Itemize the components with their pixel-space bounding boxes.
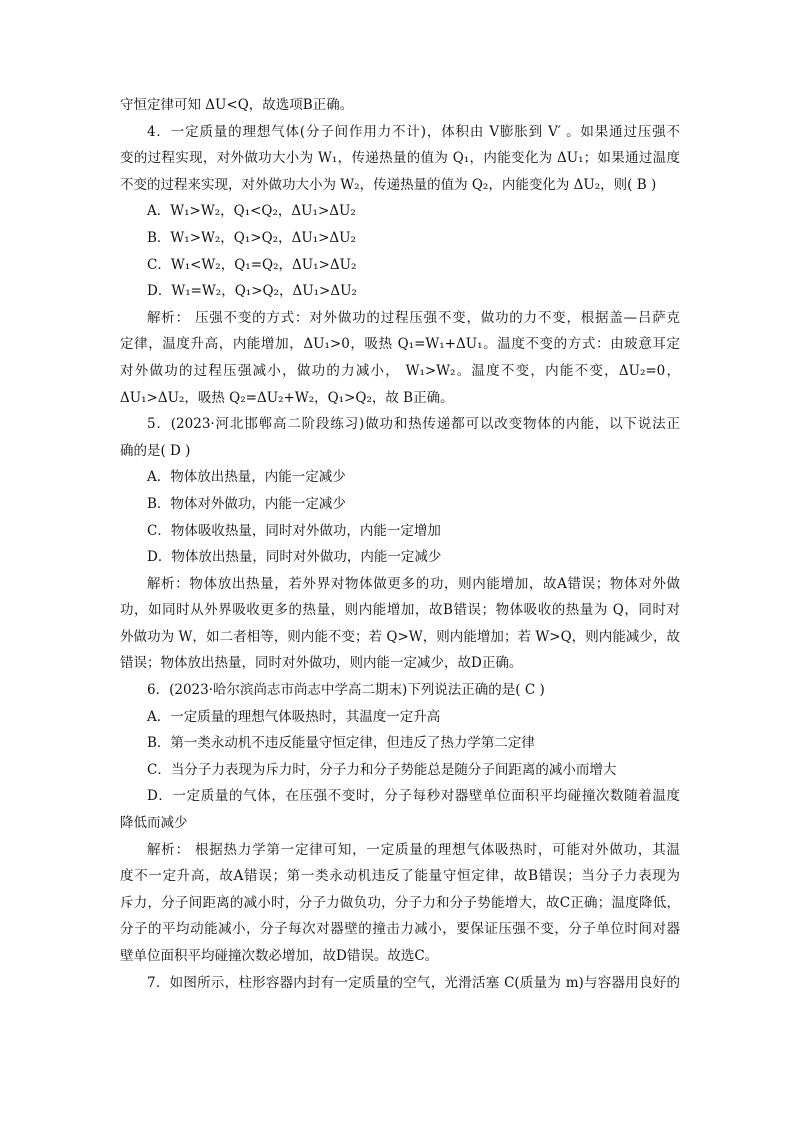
- text-line: 降低而减少: [120, 815, 188, 832]
- text-line: 分子的平均动能减小，分子每次对器壁的撞击力减小，要保证压强不变，分子单位时间对器: [120, 921, 680, 938]
- text-line: 错误；物体放出热量，同时对外做功，则内能一定减少，故D正确。: [120, 655, 523, 672]
- text-line: C．当分子力表现为斥力时，分子力和分子势能总是随分子间距离的减小而增大: [147, 761, 617, 778]
- text-line: 斥力，分子间距离的减小时，分子力做负功，分子力和分子势能增大，故C正确；温度降低，: [120, 894, 680, 911]
- text-line: 度不一定升高，故A错误；第一类永动机违反了能量守恒定律，故B错误；当分子力表现为: [120, 868, 680, 885]
- text-line: ΔU₁>ΔU₂，吸热 Q₂=ΔU₂+W₂，Q₁>Q₂，故 B正确。: [120, 389, 454, 406]
- text-line: 外做功为 W，如二者相等，则内能不变；若 Q>W，则内能增加；若 W>Q，则内能减少，故: [120, 628, 680, 645]
- text-line: 定律，温度升高，内能增加，ΔU₁>0，吸热 Q₁=W₁+ΔU₁。温度不变的方式：由玻意耳定: [120, 336, 680, 353]
- text-line: B．W₁>W₂，Q₁>Q₂，ΔU₁>ΔU₂: [147, 229, 356, 246]
- text-line: 变的过程实现，对外做功大小为 W₁，传递热量的值为 Q₁，内能变化为 ΔU₁；如果通过温度: [120, 150, 680, 167]
- text-line: A．物体放出热量，内能一定减少: [147, 469, 346, 486]
- text-line: C．物体吸收热量，同时对外做功，内能一定增加: [147, 522, 441, 539]
- text-line: 5．(2023·河北邯郸高二阶段练习)做功和热传递都可以改变物体的内能，以下说法正: [147, 416, 680, 433]
- text-line: A．W₁>W₂，Q₁<Q₂，ΔU₁>ΔU₂: [147, 203, 356, 220]
- text-line: C．W₁<W₂，Q₁=Q₂，ΔU₁>ΔU₂: [147, 256, 357, 273]
- text-line: 6．(2023·哈尔滨尚志市尚志中学高二期末)下列说法正确的是( C ): [147, 682, 545, 699]
- text-line: 确的是( D ): [120, 442, 191, 459]
- text-line: 壁单位面积平均碰撞次数必增加，故D错误。故选C。: [120, 948, 439, 964]
- document-body: [120, 92, 680, 996]
- text-line: 解析： 根据热力学第一定律可知，一定质量的理想气体吸热时，可能对外做功，其温: [147, 841, 680, 858]
- text-line: D．一定质量的气体，在压强不变时，分子每秒对器壁单位面积平均碰撞次数随着温度: [147, 788, 680, 805]
- text-line: B．第一类永动机不违反能量守恒定律，但违反了热力学第二定律: [147, 735, 535, 752]
- text-line: A．一定质量的理想气体吸热时，其温度一定升高: [147, 708, 441, 725]
- text-line: D．W₁=W₂，Q₁>Q₂，ΔU₁>ΔU₂: [147, 283, 357, 300]
- text-line: 不变的过程来实现，对外做功大小为 W₂，传递热量的值为 Q₂，内能变化为 ΔU₂，则( B ): [120, 176, 657, 193]
- text-line: 解析：物体放出热量，若外界对物体做更多的功，则内能增加，故A错误；物体对外做: [147, 575, 680, 592]
- text-line: 解析： 压强不变的方式：对外做功的过程压强不变，做功的力不变，根据盖—吕萨克: [147, 309, 680, 326]
- text-line: 对外做功的过程压强减小，做功的力减小， W₁>W₂。温度不变，内能不变，ΔU₂=0，: [120, 362, 680, 379]
- text-line: D．物体放出热量，同时对外做功，内能一定减少: [147, 549, 442, 566]
- text-line: B．物体对外做功，内能一定减少: [147, 495, 346, 512]
- text-line: 功，如同时从外界吸收更多的热量，则内能增加，故B错误；物体吸收的热量为 Q，同时对: [120, 602, 680, 619]
- text-line: 守恒定律可知 ΔU<Q，故选项B正确。: [120, 97, 354, 113]
- text-line: 7．如图所示，柱形容器内封有一定质量的空气，光滑活塞 C(质量为 m)与容器用良好的: [147, 974, 680, 991]
- text-line: 4．一定质量的理想气体(分子间作用力不计)，体积由 V膨胀到 V′ 。如果通过压强不: [147, 123, 680, 140]
